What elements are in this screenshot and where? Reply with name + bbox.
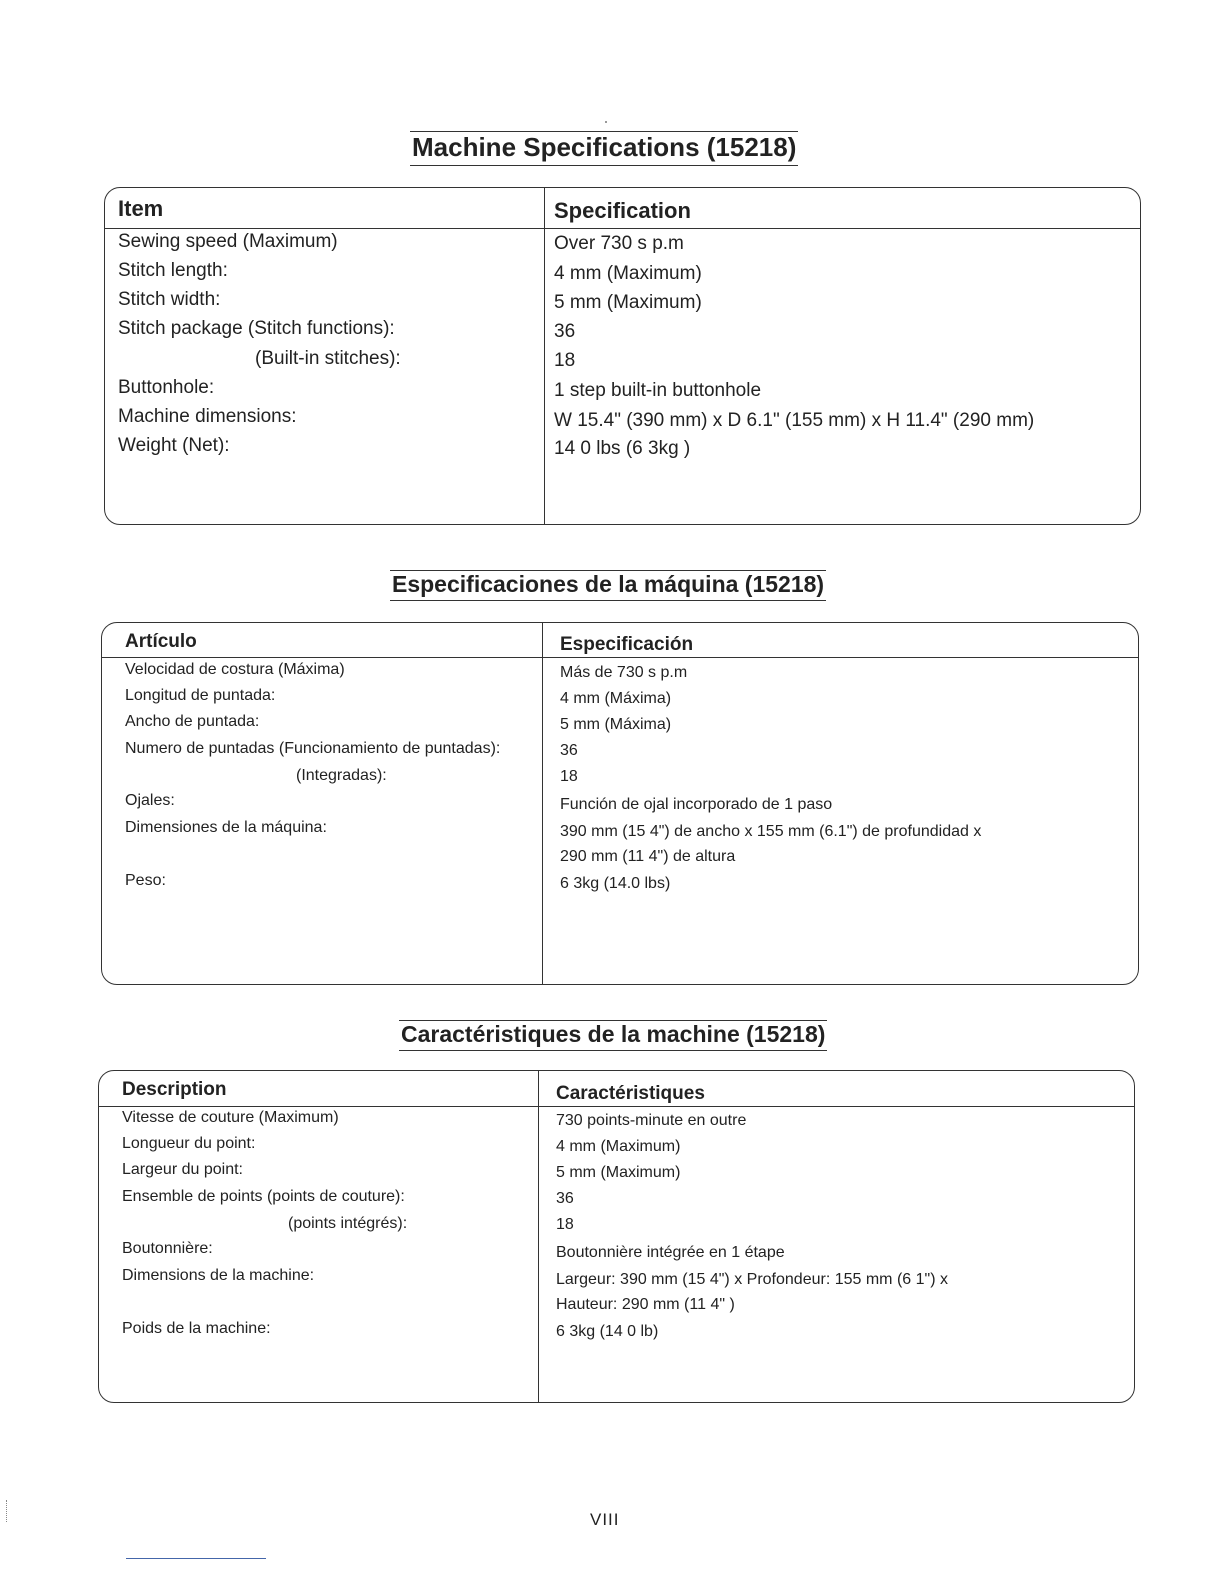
row-value: Función de ojal incorporado de 1 paso — [560, 796, 833, 813]
row-value: W 15.4" (390 mm) x D 6.1" (155 mm) x H 11.4" (290 mm) — [554, 410, 1035, 431]
row-value: 6 3kg (14 0 lb) — [556, 1323, 659, 1340]
header-rule — [105, 228, 1140, 229]
row-label: Buttonhole: — [118, 377, 215, 398]
row-value: Largeur: 390 mm (15 4") x Profondeur: 155 mm (6 1") x — [556, 1271, 948, 1288]
row-label: Dimensions de la machine: — [122, 1267, 315, 1284]
row-label: Ancho de puntada: — [125, 713, 260, 730]
column-divider — [542, 623, 543, 984]
row-label: Largeur du point: — [122, 1161, 243, 1178]
header-rule — [102, 657, 1138, 658]
row-label: Velocidad de costura (Máxima) — [125, 661, 345, 678]
title-en: Machine Specifications (15218) — [410, 131, 798, 166]
title-fr: Caractéristiques de la machine (15218) — [399, 1020, 827, 1051]
row-value: 4 mm (Máxima) — [560, 690, 672, 707]
row-label: Longueur du point: — [122, 1135, 256, 1152]
row-value: 390 mm (15 4") de ancho x 155 mm (6.1") de profundidad x — [560, 823, 982, 840]
row-label: (points intégrés): — [288, 1215, 408, 1232]
row-value: Más de 730 s p.m — [560, 664, 688, 681]
row-label: Poids de la machine: — [122, 1320, 271, 1337]
header-specification: Specification — [554, 198, 691, 223]
row-label: Ojales: — [125, 792, 175, 809]
spec-table-es — [101, 622, 1139, 985]
title-es: Especificaciones de la máquina (15218) — [390, 570, 826, 601]
row-label: (Integradas): — [296, 767, 387, 784]
row-value: 5 mm (Maximum) — [554, 292, 702, 313]
row-value: 5 mm (Maximum) — [556, 1164, 681, 1181]
row-value: 36 — [554, 321, 576, 342]
row-value: 5 mm (Máxima) — [560, 716, 672, 733]
row-label: (Built-in stitches): — [255, 348, 401, 369]
row-value: 18 — [560, 768, 578, 785]
row-label: Vitesse de couture (Maximum) — [122, 1109, 339, 1126]
row-value: 1 step built-in buttonhole — [554, 380, 762, 401]
row-label: Numero de puntadas (Funcionamiento de puntadas): — [125, 740, 501, 757]
row-label: Dimensiones de la máquina: — [125, 819, 327, 836]
column-divider — [544, 188, 545, 524]
row-value: 14 0 lbs (6 3kg ) — [554, 438, 691, 459]
row-label: Longitud de puntada: — [125, 687, 276, 704]
row-value: 36 — [556, 1190, 574, 1207]
row-value: 6 3kg (14.0 lbs) — [560, 875, 671, 892]
row-label: Sewing speed (Maximum) — [118, 231, 338, 252]
header-rule — [99, 1106, 1134, 1107]
row-label: Machine dimensions: — [118, 406, 297, 427]
row-label: Weight (Net): — [118, 435, 230, 456]
row-label: Peso: — [125, 872, 166, 889]
row-value: 290 mm (11 4") de altura — [560, 848, 736, 865]
row-value: Boutonnière intégrée en 1 étape — [556, 1244, 785, 1261]
row-label: Stitch width: — [118, 289, 221, 310]
row-label: Stitch length: — [118, 260, 228, 281]
footer-rule — [126, 1558, 266, 1559]
header-articulo: Artículo — [125, 631, 197, 652]
row-value: 730 points-minute en outre — [556, 1112, 747, 1129]
row-value: 18 — [554, 350, 576, 371]
row-value: 18 — [556, 1216, 574, 1233]
scan-artifact — [605, 121, 607, 123]
row-label: Boutonnière: — [122, 1240, 213, 1257]
spec-table-fr — [98, 1070, 1135, 1403]
header-caracteristiques: Caractéristiques — [556, 1083, 705, 1104]
spec-table-en — [104, 187, 1141, 525]
row-value: Hauteur: 290 mm (11 4" ) — [556, 1296, 735, 1313]
page-number: VIII — [590, 1510, 620, 1529]
row-label: Ensemble de points (points de couture): — [122, 1188, 405, 1205]
row-value: 4 mm (Maximum) — [554, 263, 702, 284]
row-value: 36 — [560, 742, 578, 759]
row-value: 4 mm (Maximum) — [556, 1138, 681, 1155]
column-divider — [538, 1071, 539, 1402]
header-description: Description — [122, 1079, 227, 1100]
header-item: Item — [118, 196, 164, 221]
row-value: Over 730 s p.m — [554, 233, 684, 254]
header-especificacion: Especificación — [560, 634, 694, 655]
row-label: Stitch package (Stitch functions): — [118, 318, 395, 339]
margin-mark — [6, 1500, 7, 1522]
